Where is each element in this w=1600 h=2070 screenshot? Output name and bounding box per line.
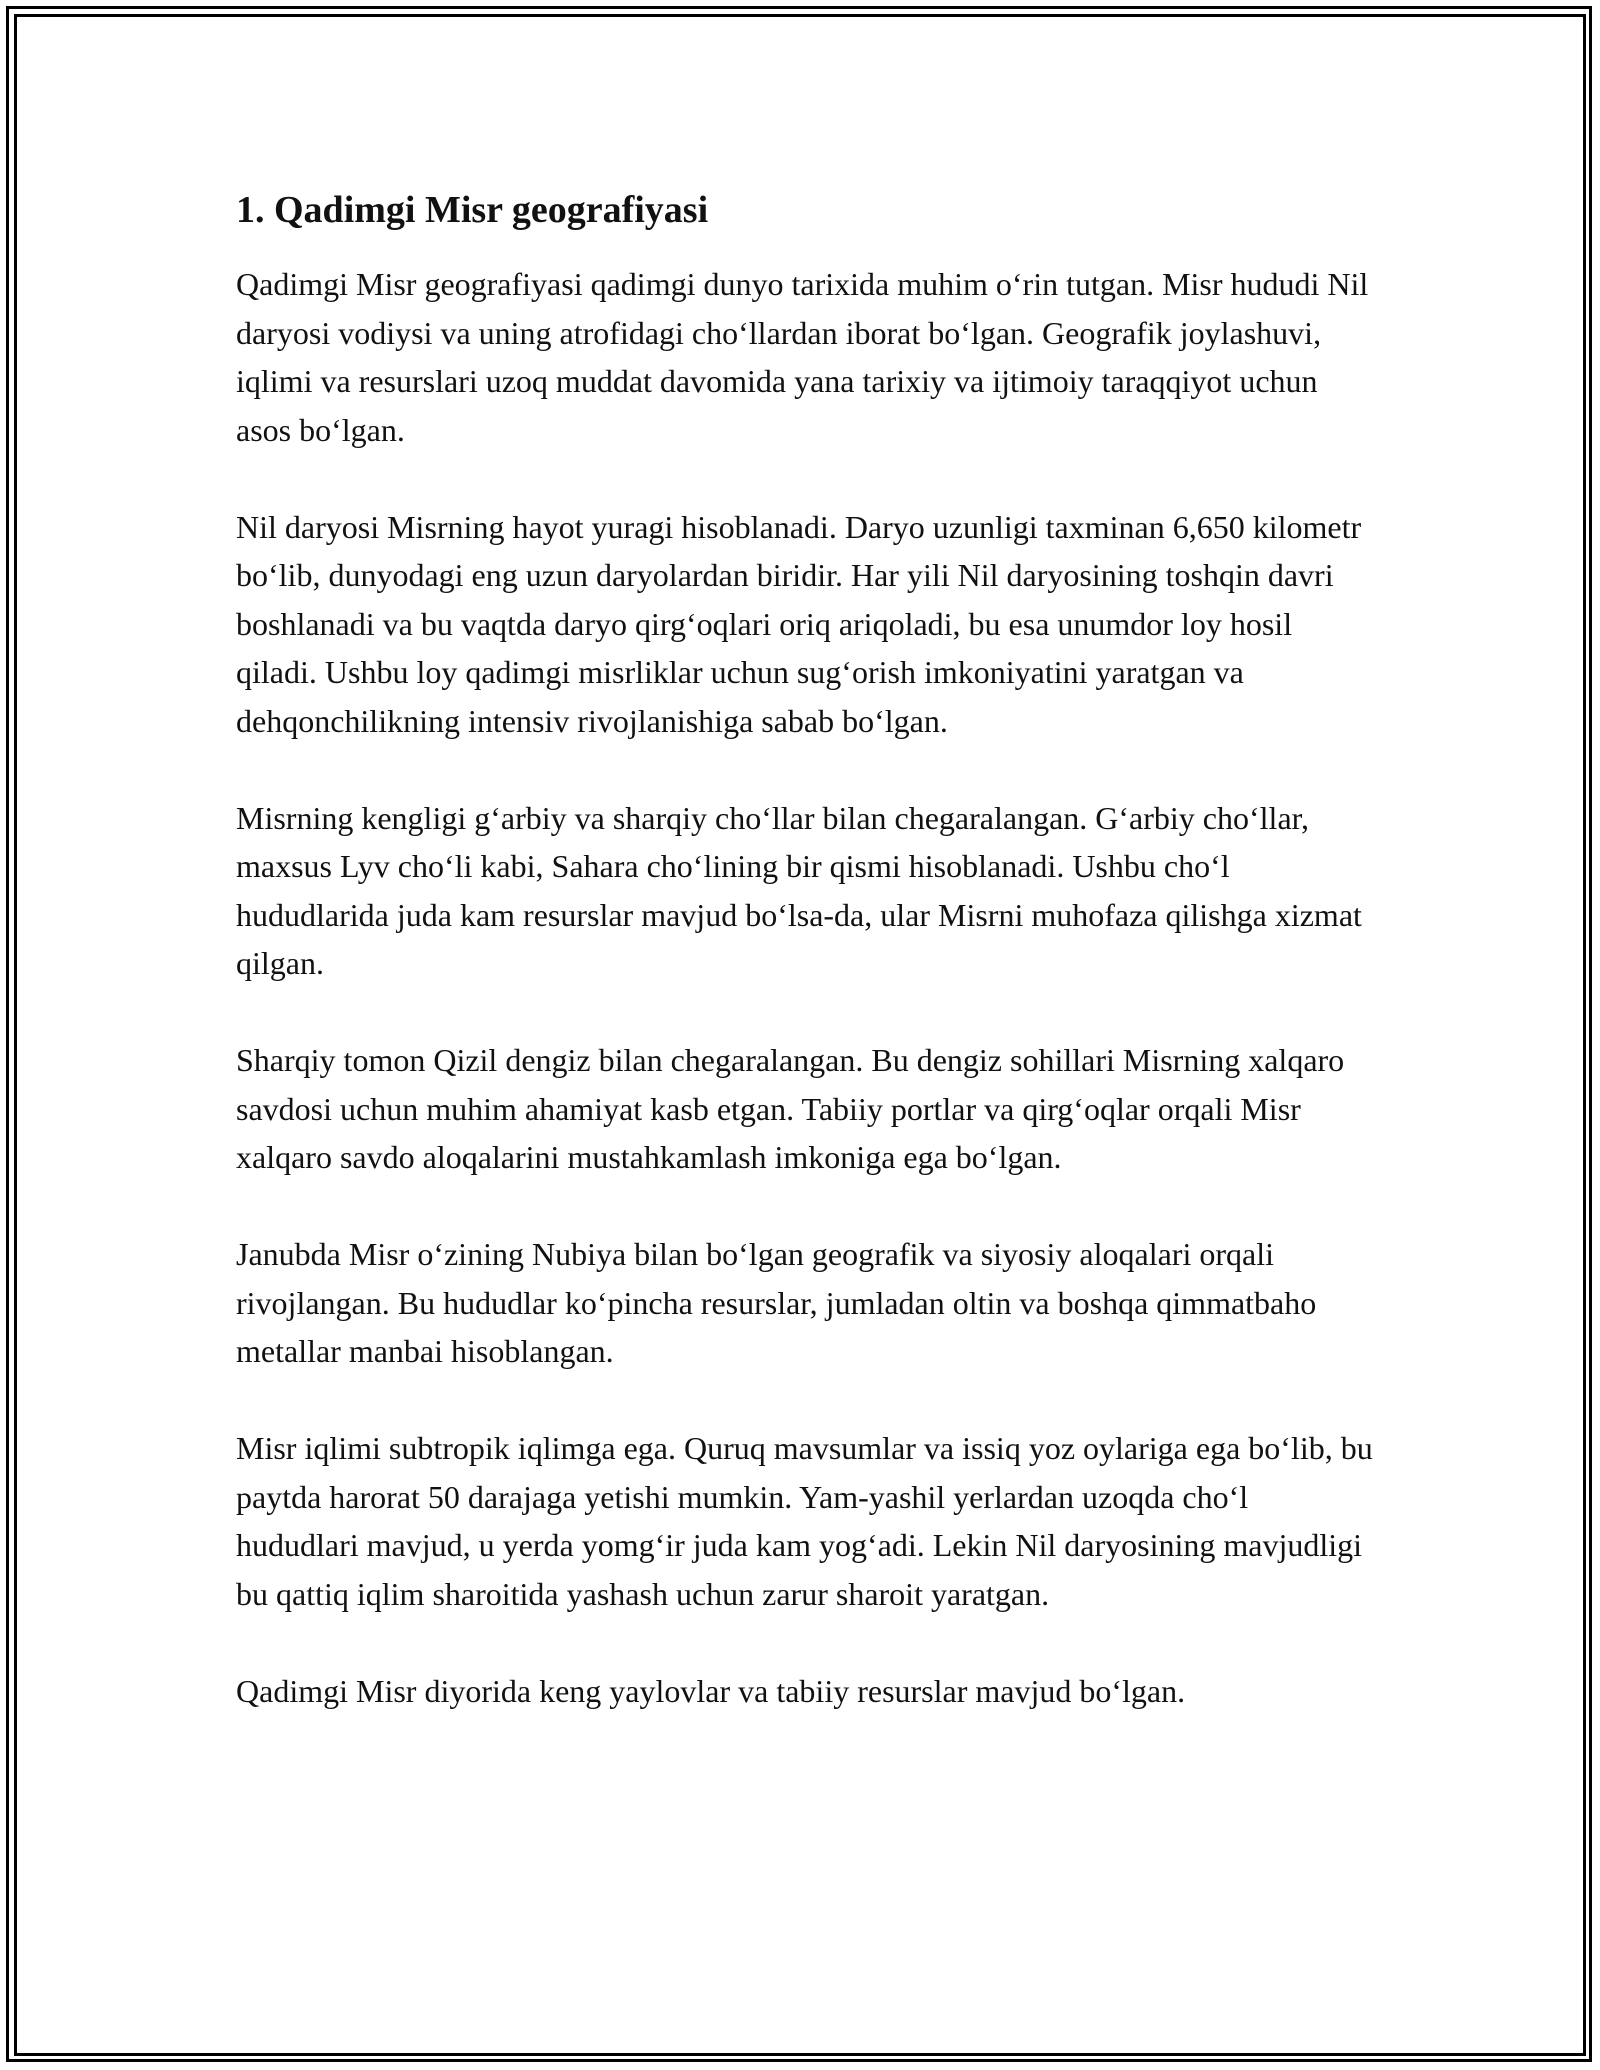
paragraph-climate: Misr iqlimi subtropik iqlimga ega. Quruq mavsumlar va issiq yoz oylariga ega bo‘lib, bu paytda harorat 50 darajaga yetishi mumkin. Yam-yashil yerlardan uzoqda cho‘l hududlari mavjud, u yerda yomg‘ir juda kam yog‘adi. Lekin Nil daryosining mavjudligi bu qattiq iqlim sharoitida yashash uchun zarur sharoit yaratgan. [236,1430,1373,1612]
paragraph-intro: Qadimgi Misr geografiyasi qadimgi dunyo tarixida muhim o‘rin tutgan. Misr hududi Nil daryosi vodiysi va uning atrofidagi cho‘llardan iborat bo‘lgan. Geografik joylashuvi, iqlimi va resurslari uzoq muddat davomida yana tarixiy va ijtimoiy taraqqiyot uchun asos bo‘lgan. [236,266,1369,448]
paragraph-red-sea: Sharqiy tomon Qizil dengiz bilan chegaralangan. Bu dengiz sohillari Misrning xalqaro savdosi uchun muhim ahamiyat kasb etgan. Tabiiy portlar va qirg‘oqlar orqali Misr xalqaro savdo aloqalarini mustahkamlash imkoniga ega bo‘lgan. [236,1042,1345,1175]
paragraph-conclusion: Qadimgi Misr diyorida keng yaylovlar va tabiiy resurslar mavjud bo‘lgan. [236,1672,1186,1709]
paragraph-nile: Nil daryosi Misrning hayot yuragi hisoblanadi. Daryo uzunligi taxminan 6,650 kilometr bo‘lib, dunyodagi eng uzun daryolardan biridir. Har yili Nil daryosining toshqin davri boshlanadi va bu vaqtda daryo qirg‘oqlari oriq ariqoladi, bu esa unumdor loy hosil qiladi. Ushbu loy qadimgi misrliklar uchun sug‘orish imkoniyatini yaratgan va dehqonchilikning intensiv rivojlanishiga sabab bo‘lgan. [236,508,1362,739]
paragraph-nubia: Janubda Misr o‘zining Nubiya bilan bo‘lgan geografik va siyosiy aloqalari orqali rivojlangan. Bu hududlar ko‘pincha resurslar, jumladan oltin va boshqa qimmatbaho metallar manbai hisoblangan. [236,1236,1317,1369]
section-heading: 1. Qadimgi Misr geografiyasi [236,189,709,231]
paragraph-deserts: Misrning kengligi g‘arbiy va sharqiy cho‘llar bilan chegaralangan. G‘arbiy cho‘llar, maxsus Lyv cho‘li kabi, Sahara cho‘lining bir qismi hisoblanadi. Ushbu cho‘l hududlarida juda kam resurslar mavjud bo‘lsa-da, ular Misrni muhofaza qilishga xizmat qilgan. [236,799,1362,981]
document-body [236,186,1376,1715]
